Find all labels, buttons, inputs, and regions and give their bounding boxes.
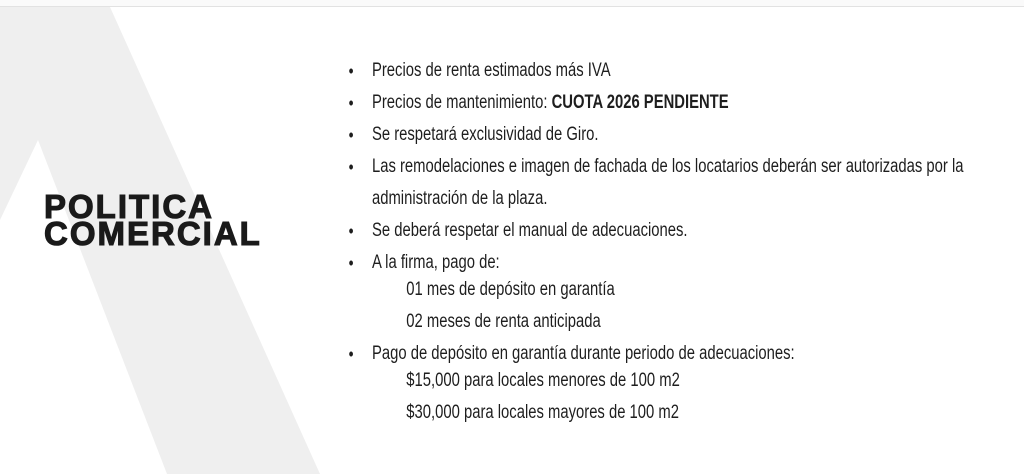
list-item-text: 02 meses de renta anticipada [406, 311, 601, 332]
bullet-marker-icon: • [348, 61, 354, 81]
bullet-marker-icon: • [348, 253, 354, 273]
list-item-text: Precios de renta estimados más IVA [371, 60, 611, 81]
list-item-text: Pago de depósito en garantía durante periodo de adecuaciones: [371, 343, 795, 364]
list-item-text: CUOTA 2026 PENDIENTE [551, 92, 729, 113]
list-item [340, 87, 1003, 119]
list-item-text: Precios de mantenimiento: [371, 92, 552, 113]
list-item [340, 151, 1003, 183]
list-item [340, 55, 1003, 87]
page-title-line2: COMERCIAL [44, 215, 262, 252]
list-item-text: $30,000 para locales mayores de 100 m2 [406, 402, 679, 423]
bullet-marker-icon: • [348, 93, 354, 113]
list-item-text: Se respetará exclusividad de Giro. [371, 124, 599, 145]
list-subitem [340, 397, 1003, 429]
list-subitem [340, 365, 1003, 397]
top-border-line [0, 0, 1024, 7]
bullet-list [340, 55, 1003, 429]
list-item-text: Se deberá respetar el manual de adecuaciones. [371, 220, 688, 241]
list-subitem [340, 306, 1003, 338]
bullet-marker-icon: • [348, 157, 354, 177]
list-item-text: Las remodelaciones e imagen de fachada de los locatarios deberán ser autorizadas por la [371, 156, 964, 177]
list-subitem [340, 274, 1003, 306]
list-item [340, 119, 1003, 151]
bullet-marker-icon: • [348, 221, 354, 241]
list-item-text: A la firma, pago de: [371, 252, 500, 273]
bullet-marker-icon: • [348, 125, 354, 145]
list-item-text: 01 mes de depósito en garantía [406, 279, 615, 300]
page-title-line1: POLITICA [44, 188, 214, 225]
list-item [340, 215, 1003, 247]
list-item-continuation [340, 183, 1003, 215]
bullet-marker-icon: • [348, 344, 354, 364]
list-item-text: administración de la plaza. [371, 188, 548, 209]
page-title [44, 188, 262, 252]
list-item-text: $15,000 para locales menores de 100 m2 [406, 370, 680, 391]
